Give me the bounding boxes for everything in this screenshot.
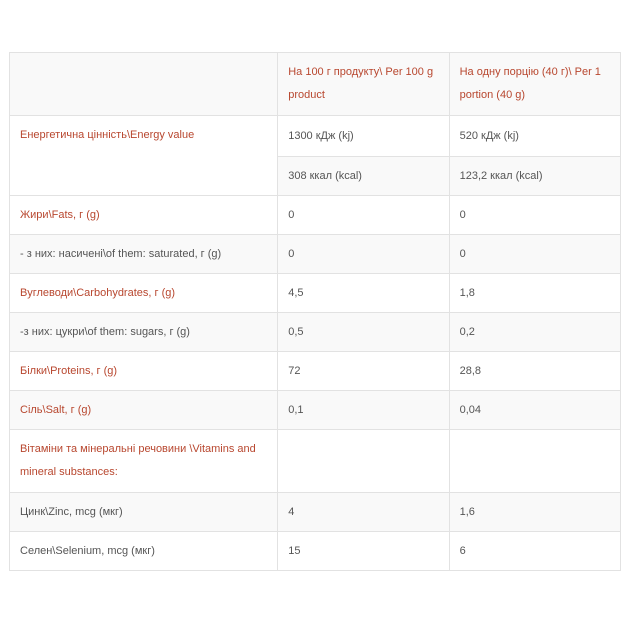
table-header-row [10, 53, 621, 116]
value-per-portion-fats: 0 [449, 196, 620, 235]
value-per-100-proteins: 72 [278, 352, 449, 391]
value-per-100-fats: 0 [278, 196, 449, 235]
value-per-portion-energy-kj: 520 кДж (kj) [449, 116, 620, 157]
value-per-portion-salt: 0,04 [449, 391, 620, 430]
nutrient-label-energy: Енергетична цінність\Energy value [10, 116, 278, 196]
table-row-sugars [10, 313, 621, 352]
table-row-selenium [10, 532, 621, 571]
table-row-energy-kj [10, 116, 621, 157]
table-row-salt [10, 391, 621, 430]
nutrient-label-carbohydrates: Вуглеводи\Carbohydrates, г (g) [10, 274, 278, 313]
value-per-portion-vitamins-minerals [449, 430, 620, 493]
value-per-100-sugars: 0,5 [278, 313, 449, 352]
nutrient-label-saturated: - з них: насичені\of them: saturated, г (g) [10, 235, 278, 274]
nutrient-label-fats: Жири\Fats, г (g) [10, 196, 278, 235]
nutrient-label-proteins: Білки\Proteins, г (g) [10, 352, 278, 391]
header-label-cell [10, 53, 278, 116]
table-row-proteins [10, 352, 621, 391]
table-row-saturated [10, 235, 621, 274]
value-per-portion-saturated: 0 [449, 235, 620, 274]
value-per-portion-zinc: 1,6 [449, 493, 620, 532]
nutrient-label-selenium: Селен\Selenium, mcg (мкг) [10, 532, 278, 571]
value-per-100-salt: 0,1 [278, 391, 449, 430]
nutrient-label-vitamins-minerals: Вітаміни та мінеральні речовини \Vitamins and mineral substances: [10, 430, 278, 493]
header-per-portion-cell: На одну порцію (40 г)\ Per 1 portion (40 g) [449, 53, 620, 116]
value-per-100-energy-kj: 1300 кДж (kj) [278, 116, 449, 157]
value-per-100-zinc: 4 [278, 493, 449, 532]
nutrition-facts-table [9, 52, 621, 571]
value-per-portion-energy-kcal: 123,2 ккал (kcal) [449, 157, 620, 196]
value-per-100-saturated: 0 [278, 235, 449, 274]
table-row-vitamins-minerals [10, 430, 621, 493]
table-row-carbohydrates [10, 274, 621, 313]
value-per-100-selenium: 15 [278, 532, 449, 571]
nutrient-label-sugars: -з них: цукри\of them: sugars, г (g) [10, 313, 278, 352]
table-row-zinc [10, 493, 621, 532]
value-per-portion-proteins: 28,8 [449, 352, 620, 391]
header-per-100-cell: На 100 г продукту\ Per 100 g product [278, 53, 449, 116]
nutrient-label-zinc: Цинк\Zinc, mcg (мкг) [10, 493, 278, 532]
value-per-100-vitamins-minerals [278, 430, 449, 493]
value-per-100-energy-kcal: 308 ккал (kcal) [278, 157, 449, 196]
table-row-fats [10, 196, 621, 235]
value-per-portion-selenium: 6 [449, 532, 620, 571]
nutrient-label-salt: Сіль\Salt, г (g) [10, 391, 278, 430]
value-per-portion-sugars: 0,2 [449, 313, 620, 352]
value-per-portion-carbohydrates: 1,8 [449, 274, 620, 313]
value-per-100-carbohydrates: 4,5 [278, 274, 449, 313]
